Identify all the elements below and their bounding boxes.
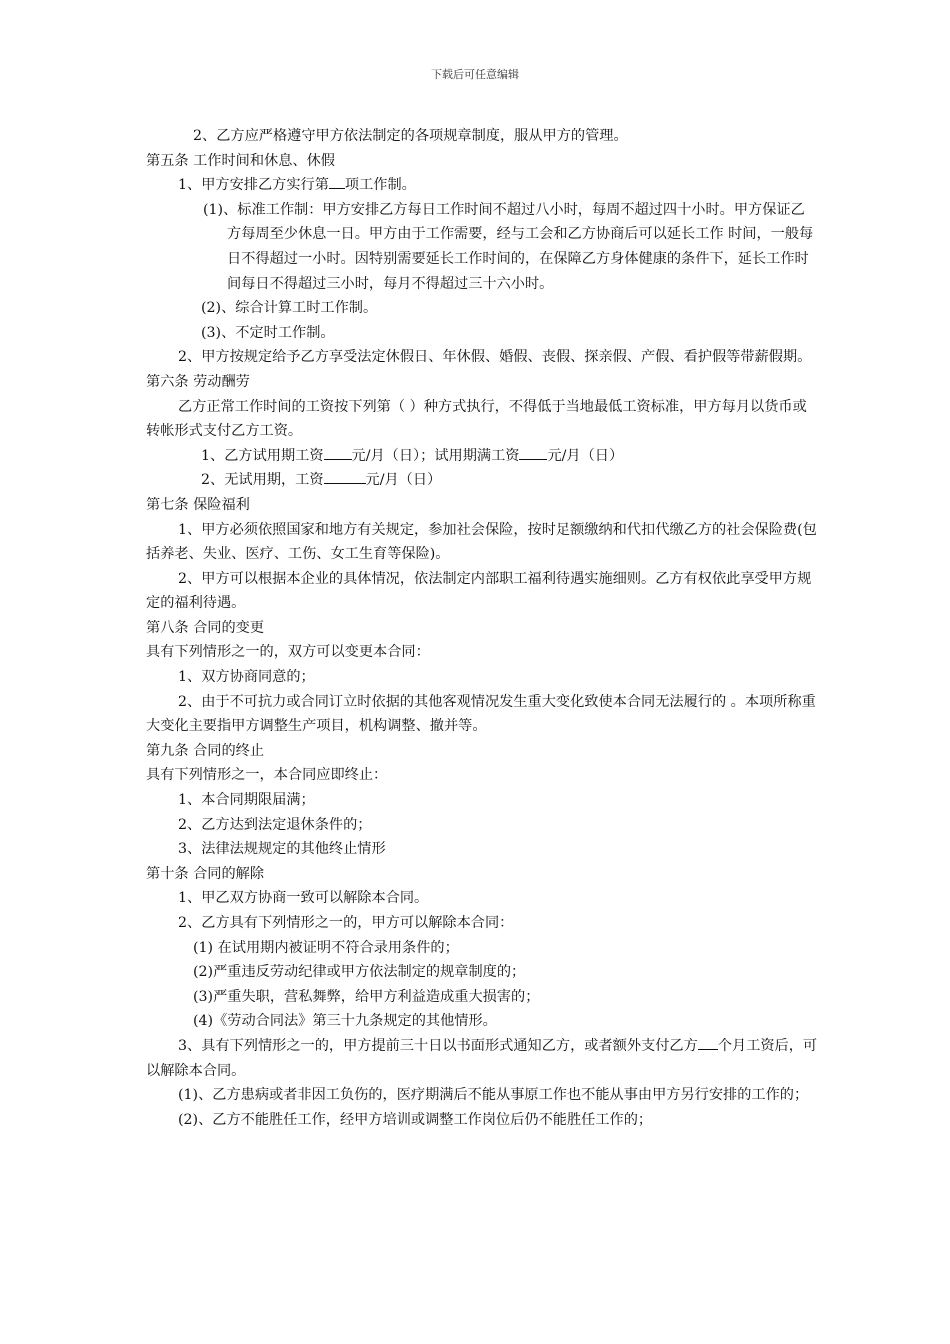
- clause-text: 2、甲方按规定给予乙方享受法定休假日、年休假、婚假、丧假、探亲假、产假、看护假等带薪假期。: [178, 349, 812, 366]
- clause-text: 具有下列情形之一的，双方可以变更本合同：: [146, 644, 430, 661]
- clause-text: 乙方正常工作时间的工资按下列第（ ）种方式执行，不得低于当地最低工资标准，甲方每月以货币或转帐形式支付乙方工资。: [146, 398, 807, 440]
- article-heading: 第七条 保险福利: [146, 496, 250, 513]
- clause-text: 2、由于不可抗力或合同订立时依据的其他客观情况发生重大变化致使本合同无法履行的 。本项所称重大变化主要指甲方调整生产项目，机构调整、撤并等。: [146, 693, 816, 735]
- article-heading: 第六条 劳动酬劳: [146, 373, 250, 390]
- clause-text: 1、本合同期限届满；: [178, 792, 315, 809]
- clause-text: 1、甲方必须依照国家和地方有关规定，参加社会保险，按时足额缴纳和代扣代缴乙方的社会保险费(包括养老、失业、医疗、工伤、女工生育等保险)。: [146, 521, 817, 563]
- clause-text: 2、乙方达到法定退休条件的；: [178, 816, 372, 833]
- sub-clause-text: (4)《劳动合同法》第三十九条规定的其他情形。: [193, 1013, 497, 1030]
- clause-text: 1、双方协商同意的；: [178, 669, 315, 686]
- clause-text: 1、甲方安排乙方实行第 项工作制。: [146, 173, 818, 198]
- sub-clause-text: (2)严重违反劳动纪律或甲方依法制定的规章制度的；: [193, 964, 526, 981]
- article-heading: 第十条 合同的解除: [146, 865, 265, 882]
- clause-text: 2、无试用期，工资 元/月（日）: [146, 468, 818, 493]
- sub-clause-text: (2)、综合计算工时工作制。: [201, 300, 378, 317]
- sub-clause-text: (1) 在试用期内被证明不符合录用条件的；: [193, 939, 459, 956]
- article-heading: 第九条 合同的终止: [146, 742, 265, 759]
- sub-clause-text: (3)严重失职，营私舞弊，给甲方利益造成重大损害的；: [193, 988, 540, 1005]
- contract-body: [146, 124, 818, 1132]
- blank-line: [519, 444, 547, 460]
- clause-text: 3、具有下列情形之一的，甲方提前三十日以书面形式通知乙方，或者额外支付乙方 个月工资后，可以解除本合同。: [146, 1034, 818, 1083]
- blank-line: [324, 468, 366, 484]
- sub-clause-text: (3)、不定时工作制。: [201, 324, 335, 341]
- blank-line: [698, 1034, 718, 1050]
- clause-text: 2、甲方可以根据本企业的具体情况，依法制定内部职工福利待遇实施细则。乙方有权依此享受甲方规定的福利待遇。: [146, 570, 812, 612]
- clause-text: 具有下列情形之一，本合同应即终止：: [146, 767, 388, 784]
- sub-clause-text: (2)、乙方不能胜任工作，经甲方培训或调整工作岗位后仍不能胜任工作的；: [178, 1111, 653, 1128]
- sub-clause-text: (1)、乙方患病或者非因工负伤的，医疗期满后不能从事原工作也不能从事由甲方另行安排的工作的；: [178, 1087, 809, 1104]
- page-header: 下载后可任意编辑: [431, 68, 519, 81]
- article-heading: 第五条 工作时间和休息、休假: [146, 152, 335, 169]
- blank-line: [329, 173, 345, 189]
- article-heading: 第八条 合同的变更: [146, 619, 265, 636]
- clause-text: 1、乙方试用期工资 元/月（日）；试用期满工资 元/月（日）: [146, 444, 818, 469]
- clause-text: 3、法律法规规定的其他终止情形: [178, 841, 386, 858]
- clause-text: 2、乙方应严格遵守甲方依法制定的各项规章制度，服从甲方的管理。: [193, 128, 628, 144]
- clause-text: 2、乙方具有下列情形之一的，甲方可以解除本合同：: [178, 915, 514, 931]
- blank-line: [324, 444, 352, 460]
- sub-clause-text: (1)、标准工作制：甲方安排乙方每日工作时间不超过八小时，每周不超过四十小时。甲方保证乙方每周至少休息一日。甲方由于工作需要，经与工会和乙方协商后可以延长工作 时间，一般每日不得超过一小时。因特别需要延长工作时间的，在保障乙方身体健康的条件下，延长工作时间每日不得超过三小时，每月不得超过三十六小时。: [203, 201, 814, 292]
- clause-text: 1、甲乙双方协商一致可以解除本合同。: [178, 890, 429, 907]
